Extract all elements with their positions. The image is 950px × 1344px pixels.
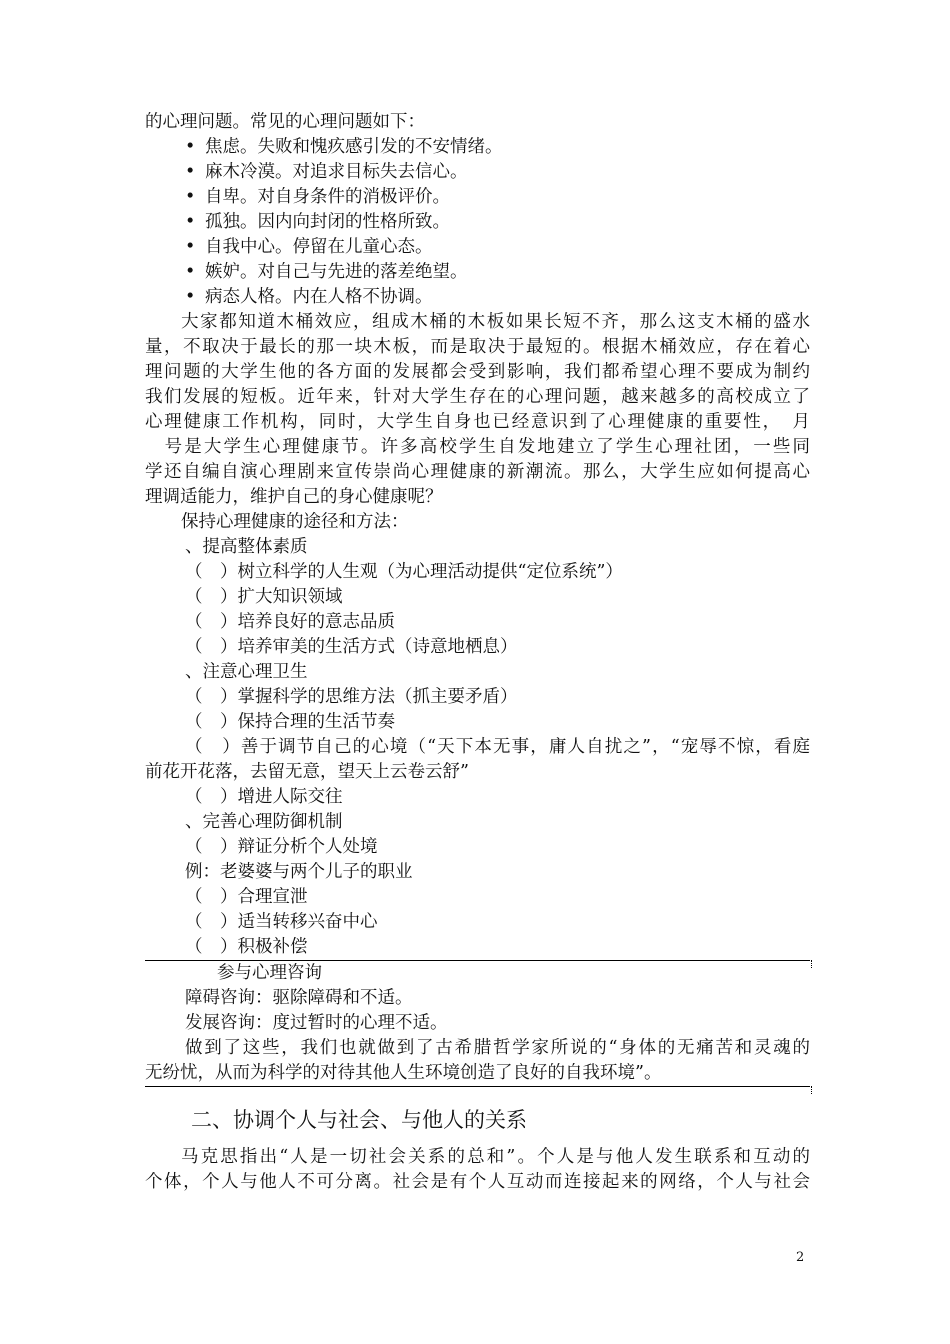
- chapter-heading: 二、协调个人与社会、与他人的关系: [191, 1108, 527, 1132]
- text-line: （ ）培养审美的生活方式（诗意地栖息）: [185, 637, 518, 657]
- list-item: [145, 135, 810, 160]
- text-line: 前花开花落，去留无意，望天上云卷云舒”: [145, 762, 469, 782]
- section-heading: 参与心理咨询: [217, 963, 322, 983]
- text-line: 发展咨询：度过暂时的心理不适。: [185, 1013, 448, 1033]
- text-line: （ ）积极补偿: [185, 937, 308, 957]
- text-line: 做到了这些，我们也就做到了古希腊哲学家所说的“身体的无痛苦和灵魂的: [185, 1038, 810, 1058]
- text-line: 理调适能力，维护自己的身心健康呢？: [145, 487, 443, 507]
- list-item: [145, 185, 810, 210]
- text-line: （ ）培养良好的意志品质: [185, 612, 395, 632]
- text-line: 障碍咨询：驱除障碍和不适。: [185, 988, 413, 1008]
- text-line: （ ）增进人际交往: [185, 787, 343, 807]
- text-line: （ ）保持合理的生活节奏: [185, 712, 395, 732]
- section-heading: 、提高整体素质: [185, 537, 308, 557]
- section-heading: 、注意心理卫生: [185, 662, 308, 682]
- text-line: 理问题的大学生他的各方面的发展都会受到影响，我们都希望心理不要成为制约: [145, 362, 810, 382]
- list-item: [145, 160, 810, 185]
- text-line: （ ）树立科学的人生观（为心理活动提供“定位系统”）: [185, 562, 623, 582]
- text-line: （ ）辩证分析个人处境: [185, 837, 378, 857]
- list-item: [145, 285, 810, 310]
- text-line: 马克思指出“人是一切社会关系的总和”。个人是与他人发生联系和互动的: [181, 1147, 810, 1167]
- text-line: （ ）善于调节自己的心境（“天下本无事，庸人自扰之”，“宠辱不惊，看庭: [185, 737, 810, 757]
- text-line: （ ）适当转移兴奋中心: [185, 912, 378, 932]
- bullet-icon: •: [185, 262, 196, 282]
- list-item-text: 自我中心。停留在儿童心态。: [205, 237, 433, 257]
- text-line: （ ）掌握科学的思维方法（抓主要矛盾）: [185, 687, 518, 707]
- list-item: [145, 235, 810, 260]
- text-line: 例：老婆婆与两个儿子的职业: [185, 862, 413, 882]
- text-line: 无纷忧，从而为科学的对待其他人生环境创造了良好的自我环境”。: [145, 1063, 662, 1083]
- text-line: 大家都知道木桶效应，组成木桶的木板如果长短不齐，那么这支木桶的盛水: [181, 312, 810, 332]
- document-page: [145, 110, 810, 1195]
- bullet-icon: •: [185, 137, 196, 157]
- page-number: 2: [796, 1250, 805, 1265]
- text-line: 学还自编自演心理剧来宣传崇尚心理健康的新潮流。那么，大学生应如何提高心: [145, 462, 810, 482]
- text-line: （ ）扩大知识领域: [185, 587, 343, 607]
- list-item-text: 嫉妒。对自己与先进的落差绝望。: [205, 262, 468, 282]
- bullet-icon: •: [185, 212, 196, 232]
- list-item-text: 孤独。因内向封闭的性格所致。: [205, 212, 450, 232]
- list-item: [145, 260, 810, 285]
- text-line: （ ）合理宣泄: [185, 887, 308, 907]
- text-line: 的心理问题。常见的心理问题如下：: [145, 112, 425, 132]
- bullet-icon: •: [185, 187, 196, 207]
- list-item-text: 病态人格。内在人格不协调。: [205, 287, 433, 307]
- list-item-text: 焦虑。失败和愧疚感引发的不安情绪。: [205, 137, 503, 157]
- text-line: 个体，个人与他人不可分离。社会是有个人互动而连接起来的网络，个人与社会: [145, 1172, 810, 1192]
- bullet-icon: •: [185, 162, 196, 182]
- divider-bottom: [145, 1086, 810, 1087]
- text-line: 保持心理健康的途径和方法：: [181, 512, 409, 532]
- text-line: 号是大学生心理健康节。许多高校学生自发地建立了学生心理社团，一些同: [145, 437, 810, 457]
- divider-top: [145, 960, 810, 961]
- bullet-icon: •: [185, 237, 196, 257]
- text-line: 量，不取决于最长的那一块木板，而是取决于最短的。根据木桶效应，存在着心: [145, 337, 810, 357]
- list-item-text: 麻木冷漠。对追求目标失去信心。: [205, 162, 468, 182]
- list-item: [145, 210, 810, 235]
- section-heading: 、完善心理防御机制: [185, 812, 343, 832]
- bullet-icon: •: [185, 287, 196, 307]
- text-line: 我们发展的短板。近年来，针对大学生存在的心理问题，越来越多的高校成立了: [145, 387, 810, 407]
- text-line: 心理健康工作机构，同时，大学生自身也已经意识到了心理健康的重要性， 月: [145, 412, 810, 432]
- list-item-text: 自卑。对自身条件的消极评价。: [205, 187, 450, 207]
